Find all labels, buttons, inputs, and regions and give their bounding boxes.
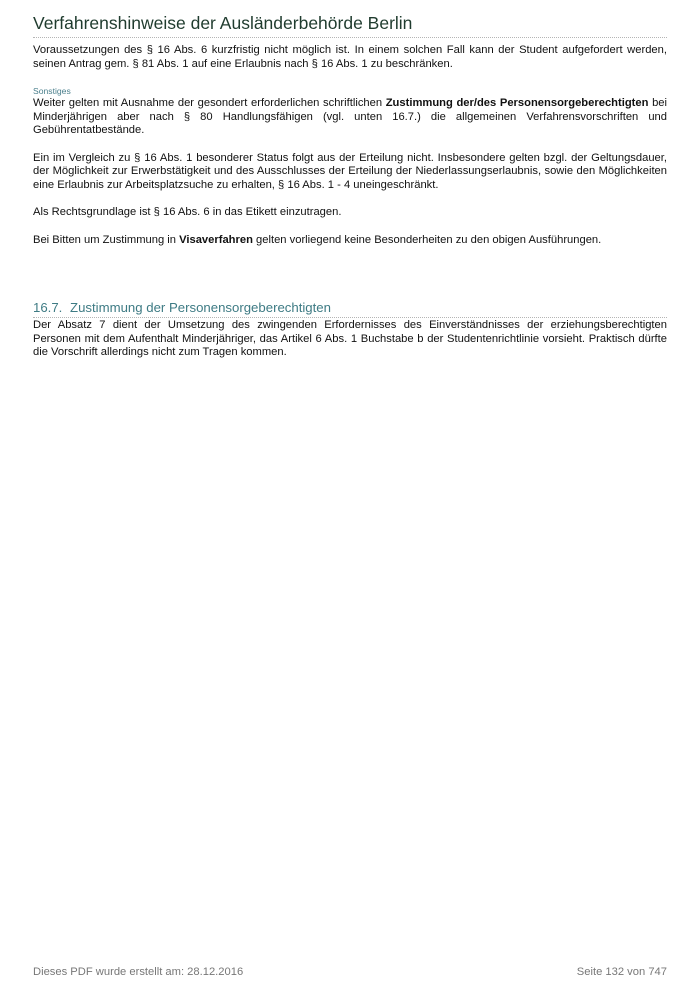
document-body <box>33 44 667 360</box>
paragraph-text: Bei Bitten um Zustimmung in <box>33 233 180 246</box>
sonstiges-paragraph-2: Ein im Vergleich zu § 16 Abs. 1 besonderer Status folgt aus der Erteilung nicht. Insbesondere gelten bzgl. der Geltungsdauer, der Möglichkeit zur Erwerbstätigkeit und des Ausschlusses der Erteilung der Niederlassungserlaubnis, sowie den Möglichkeiten eine Erlaubnis zur Arbeitsplatzsuche zu erhalten, § 16 Abs. 1 - 4 uneingeschränkt. <box>33 151 667 191</box>
page-title: Verfahrenshinweise der Ausländerbehörde Berlin <box>33 12 667 38</box>
paragraph-text: bei Minderjährigen aber nach § 80 Handlungsfähigen (vgl. unten 16.7.) die allgemeinen Verfahrensvorschriften und Gebührentatbestände. <box>33 97 667 136</box>
section-title: Zustimmung der Personensorgeberechtigten <box>70 300 331 315</box>
paragraph-text: Weiter gelten mit Ausnahme der gesondert erforderlichen schriftlichen <box>33 97 386 109</box>
bold-term-visaverfahren: Visaverfahren <box>179 233 253 246</box>
page-footer <box>33 966 667 978</box>
paragraph-text: gelten vorliegend keine Besonderheiten zu den obigen Ausführungen. <box>252 233 602 246</box>
sonstiges-paragraph-1 <box>33 97 667 138</box>
footer-page-number: Seite 132 von 747 <box>576 966 667 978</box>
subheading-sonstiges: Sonstiges <box>33 86 71 96</box>
section-heading-16-7 <box>33 299 667 318</box>
intro-paragraph: Voraussetzungen des § 16 Abs. 6 kurzfristig nicht möglich ist. In einem solchen Fall kann der Student aufgefordert werden, seinen Antrag gem. § 81 Abs. 1 auf eine Erlaubnis nach § 16 Abs. 1 zu beschränken. <box>33 44 667 70</box>
footer-created-date: Dieses PDF wurde erstellt am: 28.12.2016 <box>33 966 244 978</box>
section-paragraph: Der Absatz 7 dient der Umsetzung des zwingenden Erfordernisses des Einverständnisses der erziehungsberechtigten Personen mit dem Aufenthalt Minderjähriger, das Artikel 6 Abs. 1 Buchstabe b der Studentenrichtlinie vorsieht. Praktisch dürfte die Vorschrift allerdings nicht zum Tragen kommen. <box>33 319 667 358</box>
section-number: 16.7. <box>33 300 63 315</box>
sonstiges-paragraph-4 <box>33 234 667 248</box>
sonstiges-paragraph-3: Als Rechtsgrundlage ist § 16 Abs. 6 in das Etikett einzutragen. <box>33 206 342 218</box>
bold-term-zustimmung: Zustimmung der/des Personensorgeberechtigten <box>385 97 649 109</box>
